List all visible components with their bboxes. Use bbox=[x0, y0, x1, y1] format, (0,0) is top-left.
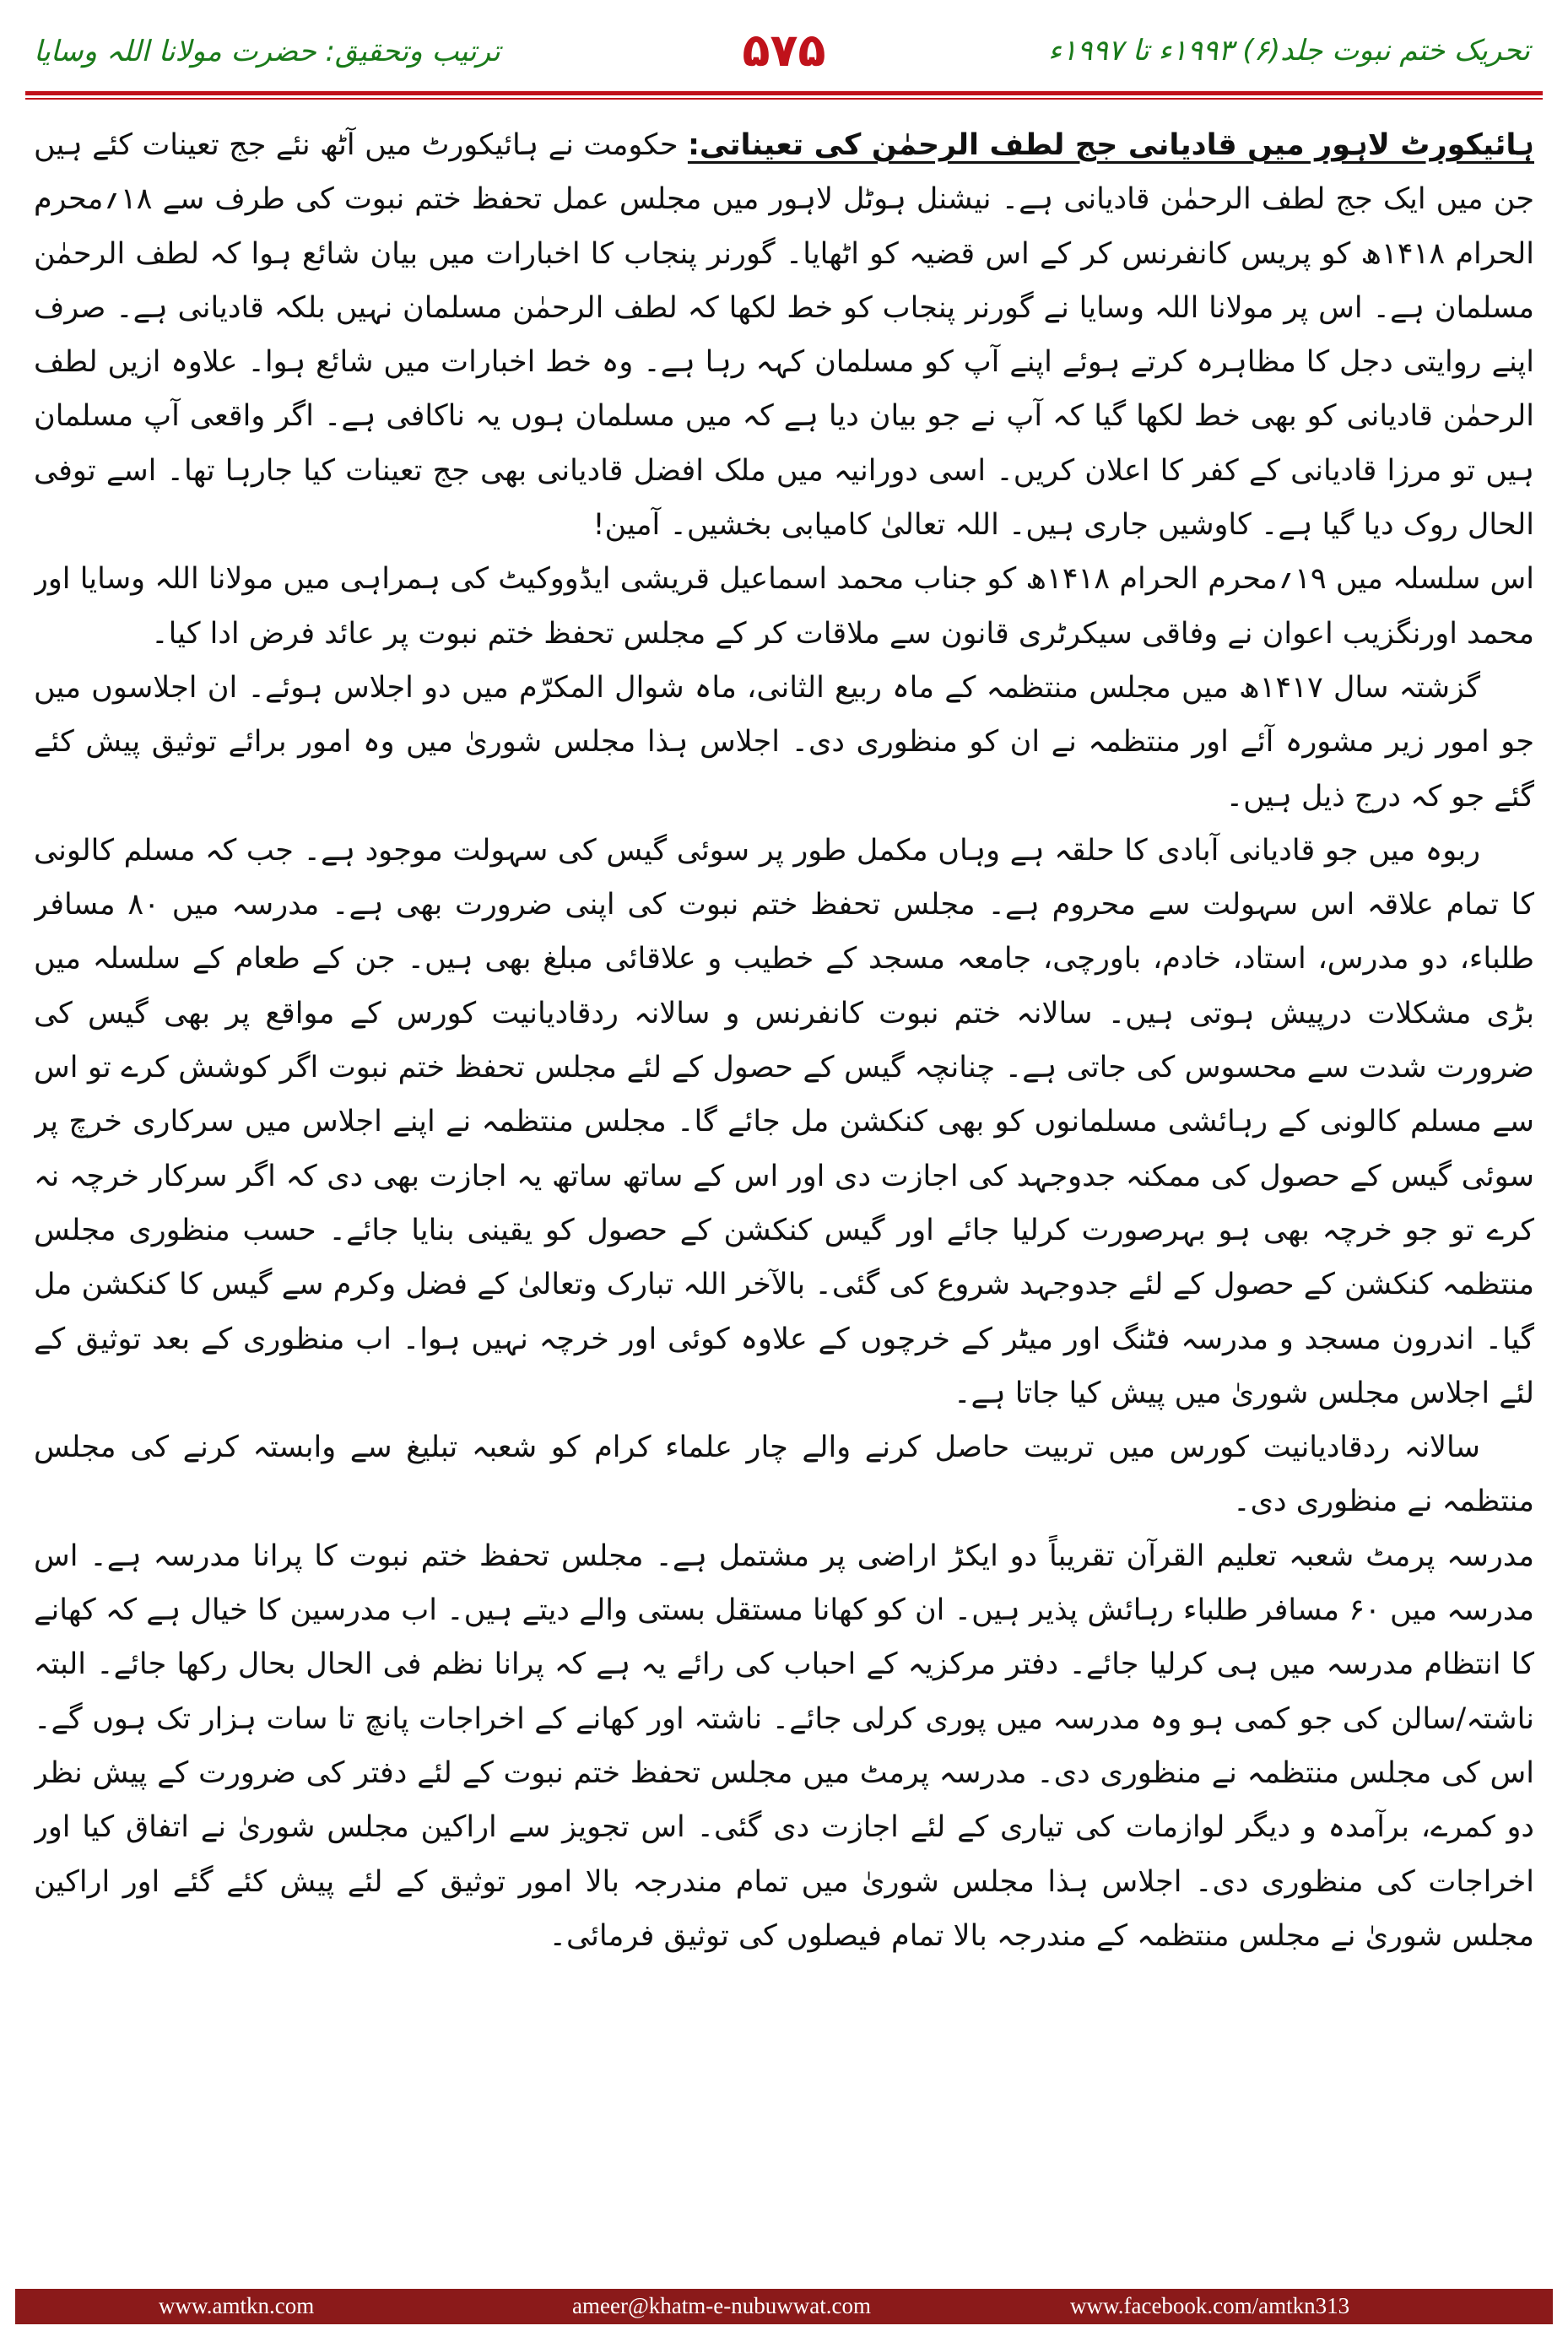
page-header bbox=[0, 0, 1568, 84]
section-heading: ہائیکورٹ لاہور میں قادیانی جج لطف الرحمٰن کی تعیناتی: bbox=[687, 128, 1534, 162]
footer-facebook-link[interactable]: www.facebook.com/amtkn313 bbox=[1070, 2293, 1350, 2318]
paragraph-madrasa-permit: مدرسہ پرمٹ شعبہ تعلیم القرآن تقریباً دو ایکڑ اراضی پر مشتمل ہے۔ مجلس تحفظ ختم نبوت کا پرانا مدرسہ ہے۔ اس مدرسہ میں ۶۰ مسافر طلباء رہائش پذیر ہیں۔ ان کو کھانا مستقل بستی والے دیتے ہیں۔ اب مدرسین کا خیال ہے کہ کھانے کا انتظام مدرسہ میں ہی کرلیا جائے۔ دفتر مرکزیہ کے احباب کی رائے یہ ہے کہ پرانا نظم فی الحال بحال رکھا جائے۔ البتہ ناشتہ/سالن کی جو کمی ہو وہ مدرسہ میں پوری کرلی جائے۔ ناشتہ اور کھانے کے اخراجات پانچ تا سات ہزار تک ہوں گے۔ اس کی مجلس منتظمہ نے منظوری دی۔ مدرسہ پرمٹ میں مجلس تحفظ ختم نبوت کے لئے دفتر کی ضرورت کے پیش نظر دو کمرے، برآمدہ و دیگر لوازمات کی تیاری کے لئے اجازت دی گئی۔ اس تجویز سے اراکین مجلس شوریٰ نے اتفاق کیا اور اخراجات کی منظوری دی۔ اجلاس ہذا مجلس شوریٰ میں تمام مندرجہ بالا امور توثیق کے لئے پیش کئے گئے اور اراکین مجلس شوریٰ نے مجلس منتظمہ کے مندرجہ بالا تمام فیصلوں کی توثیق فرمائی۔ bbox=[34, 1539, 1534, 1953]
paragraph-committee-meetings: گزشتہ سال ۱۴۱۷ھ میں مجلس منتظمہ کے ماہ ربیع الثانی، ماہ شوال المکرّم میں دو اجلاس ہوئے۔ ان اجلاسوں میں جو امور زیر مشورہ آئے اور منتظمہ نے ان کو منظوری دی۔ اجلاس ہذا مجلس شوریٰ میں وہ امور برائے توثیق پیش کئے گئے جو کہ درج ذیل ہیں۔ bbox=[34, 670, 1534, 814]
page-number: ۵۷۵ bbox=[742, 24, 826, 77]
paragraph-text: حکومت نے ہائیکورٹ میں آٹھ نئے جج تعینات کئے ہیں جن میں ایک جج لطف الرحمٰن قادیانی ہے۔ نیشنل ہوٹل لاہور میں مجلس عمل تحفظ ختم نبوت کی طرف سے ۱۸؍محرم الحرام ۱۴۱۸ھ کو پریس کانفرنس کر کے اس قضیہ کو اٹھایا۔ گورنر پنجاب کا اخبارات میں بیان شائع ہوا کہ لطف الرحمٰن مسلمان ہے۔ اس پر مولانا اللہ وسایا نے گورنر پنجاب کو خط لکھا کہ لطف الرحمٰن مسلمان نہیں بلکہ قادیانی ہے۔ صرف اپنے روایتی دجل کا مظاہرہ کرتے ہوئے اپنے آپ کو مسلمان کہہ رہا ہے۔ وہ خط اخبارات میں شائع ہوا۔ علاوہ ازیں لطف الرحمٰن قادیانی کو بھی خط لکھا گیا کہ آپ نے جو بیان دیا ہے کہ میں مسلمان ہوں یہ ناکافی ہے۔ اگر واقعی آپ مسلمان ہیں تو مرزا قادیانی کے کفر کا اعلان کریں۔ اسی دورانیہ میں ملک افضل قادیانی بھی جج تعینات کیا جارہا تھا۔ اسے توفی الحال روک دیا گیا ہے۔ کاوشیں جاری ہیں۔ اللہ تعالیٰ کامیابی بخشیں۔ آمین! bbox=[34, 128, 1534, 543]
page-body bbox=[34, 118, 1534, 2237]
footer-email-link[interactable]: ameer@khatm-e-nubuwwat.com bbox=[572, 2293, 871, 2318]
header-divider-thin bbox=[25, 98, 1543, 100]
paragraph-judge-appointment bbox=[34, 118, 1534, 552]
header-divider bbox=[25, 91, 1543, 95]
paragraph-gas-connection: ربوہ میں جو قادیانی آبادی کا حلقہ ہے وہاں مکمل طور پر سوئی گیس کی سہولت موجود ہے۔ جب کہ مسلم کالونی کا تمام علاقہ اس سہولت سے محروم ہے۔ مجلس تحفظ ختم نبوت کی اپنی ضرورت بھی ہے۔ مدرسہ میں ۸۰ مسافر طلباء، دو مدرس، استاد، خادم، باورچی، جامعہ مسجد کے خطیب و علاقائی مبلغ بھی ہیں۔ جن کے طعام کے سلسلہ میں بڑی مشکلات درپیش ہوتی ہیں۔ سالانہ ختم نبوت کانفرنس و سالانہ ردقادیانیت کورس کے مواقع پر بھی گیس کی ضرورت شدت سے محسوس کی جاتی ہے۔ چنانچہ گیس کے حصول کے لئے مجلس تحفظ ختم نبوت اگر کوشش کرے تو اس سے مسلم کالونی کے رہائشی مسلمانوں کو بھی کنکشن مل جائے گا۔ مجلس منتظمہ نے اپنے اجلاس میں سرکاری خرچ پر سوئی گیس کے حصول کی ممکنہ جدوجہد کی اجازت دی اور اس کے ساتھ ساتھ یہ اجازت بھی دی کہ اگر سرکار خرچہ نہ کرے تو جو خرچہ بھی ہو بہرصورت کرلیا جائے اور گیس کنکشن کے حصول کو یقینی بنایا جائے۔ حسب منظوری مجلس منتظمہ کنکشن کے حصول کے لئے جدوجہد شروع کی گئی۔ بالآخر اللہ تبارک وتعالیٰ کے فضل وکرم سے گیس کا کنکشن مل گیا۔ اندرون مسجد و مدرسہ فٹنگ اور میٹر کے خرچوں کے علاوہ کوئی اور خرچہ نہیں ہوا۔ اب منظوری کے بعد توثیق کے لئے اجلاس مجلس شوریٰ میں پیش کیا جاتا ہے۔ bbox=[34, 833, 1534, 1410]
page-footer bbox=[15, 2289, 1553, 2324]
paragraph-meeting-law-secretary: اس سلسلہ میں ۱۹؍محرم الحرام ۱۴۱۸ھ کو جناب محمد اسماعیل قریشی ایڈووکیٹ کی ہمراہی میں مولانا اللہ وسایا اور محمد اورنگزیب اعوان نے وفاقی سیکرٹری قانون سے ملاقات کر کے مجلس تحفظ ختم نبوت پر عائد فرض ادا کیا۔ bbox=[34, 562, 1534, 651]
footer-website-link[interactable]: www.amtkn.com bbox=[159, 2293, 315, 2318]
paragraph-tabligh-approval: سالانہ ردقادیانیت کورس میں تربیت حاصل کرنے والے چار علماء کرام کو شعبہ تبلیغ سے وابستہ کرنے کی مجلس منتظمہ نے منظوری دی۔ bbox=[34, 1431, 1534, 1519]
compiler-credit: ترتیب وتحقیق: حضرت مولانا اللہ وسایا bbox=[34, 35, 500, 68]
book-title: تحریک ختم نبوت جلد(۶) ۱۹۹۳ء تا ۱۹۹۷ء bbox=[1048, 34, 1530, 68]
